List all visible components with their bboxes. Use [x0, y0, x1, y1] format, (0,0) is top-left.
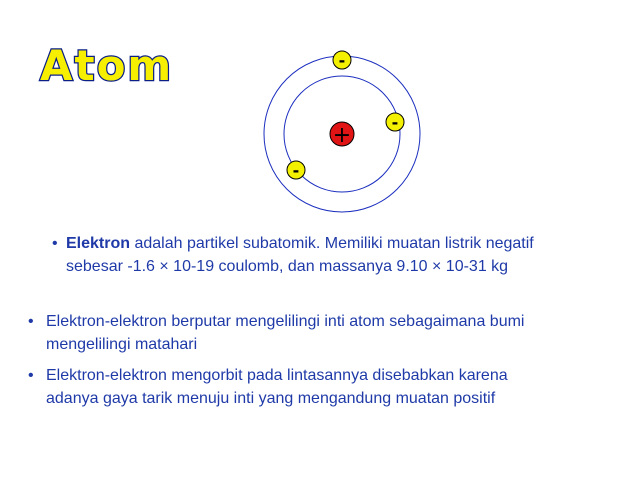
bullet-text-line2: mengelilingi matahari [46, 336, 198, 353]
bullet-dot: • [28, 367, 34, 384]
bullet-list-bottom [28, 310, 618, 418]
electron-right [386, 113, 404, 132]
slide-title [36, 40, 196, 90]
bullet-item [52, 232, 612, 278]
bullet-item [28, 364, 618, 410]
electron-left [287, 161, 305, 180]
title-text: Atom [40, 41, 174, 90]
bullet-list-top [52, 232, 612, 286]
bullet-text-line2: sebesar -1.6 × 10-19 coulomb, dan massanya 9.10 × 10-31 kg [66, 258, 509, 275]
svg-text:-: - [391, 113, 399, 132]
bullet-text: adalah partikel subatomik. Memiliki muatan listrik negatif [130, 235, 534, 252]
nucleus [330, 122, 354, 148]
bullet-text: Elektron-elektron mengorbit pada lintasannya disebabkan karena [46, 367, 508, 384]
bullet-dot: • [52, 235, 58, 252]
nucleus-sign: + [332, 123, 352, 148]
bullet-dot: • [28, 313, 34, 330]
svg-text:-: - [292, 161, 300, 180]
electron-top [333, 51, 351, 70]
bullet-text-line2: adanya gaya tarik menuju inti yang mengandung muatan positif [46, 390, 496, 407]
bullet-text: Elektron-elektron berputar mengelilingi inti atom sebagaimana bumi [46, 313, 525, 330]
svg-text:-: - [338, 51, 346, 70]
bullet-term: Elektron [66, 235, 131, 252]
atom-diagram [254, 44, 424, 216]
bullet-item [28, 310, 618, 356]
